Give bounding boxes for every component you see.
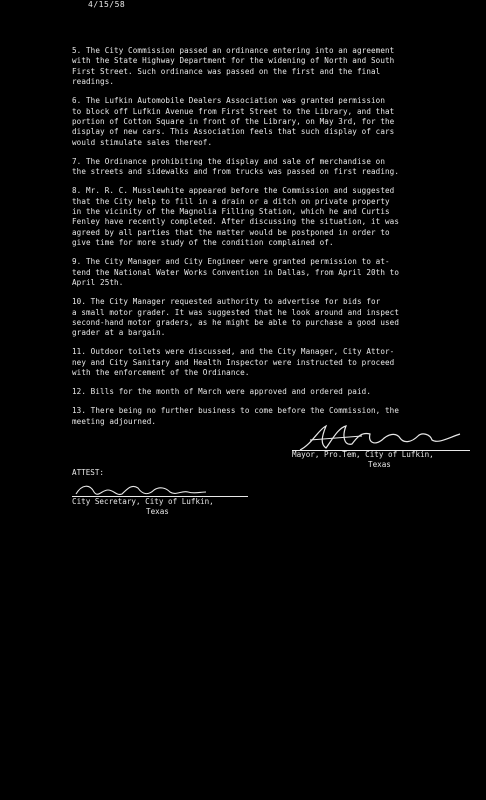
- minutes-item: 12. Bills for the month of March were approved and ordered paid.: [72, 387, 371, 397]
- minutes-item: 11. Outdoor toilets were discussed, and the City Manager, City Attor- ney and City Sanitary and Health Inspector were instructed to proceed with the enforcement of the Ordinance.: [72, 347, 395, 378]
- mayor-state: Texas: [368, 460, 391, 469]
- mayor-title: Mayor, Pro.Tem, City of Lufkin,: [292, 450, 434, 459]
- attest-label: ATTEST:: [72, 468, 105, 477]
- minutes-item: 5. The City Commission passed an ordinance entering into an agreement with the State Highway Department for the widening of North and South First Street. Such ordinance was passed on the first and the final readings.: [72, 46, 395, 87]
- minutes-item: 8. Mr. R. C. Musslewhite appeared before the Commission and suggested that the City help to fill in a drain or a ditch on private property in the vicinity of the Magnolia Filling Station, which he and Curtis Fenley have recently completed. After discussing the situation, it was agreed by all parties that the matter would be postponed in order to give time for more study of the condition complained of.: [72, 186, 400, 248]
- minutes-item: 13. There being no further business to come before the Commission, the meeting adjourned.: [72, 406, 400, 426]
- minutes-item: 6. The Lufkin Automobile Dealers Association was granted permission to block off Lufkin Avenue from First Street to the Library, and that portion of Cotton Square in front of the Library, on May 3rd, for the display of new cars. This Association feels that such display of cars would stimulate sales thereof.: [72, 96, 395, 147]
- secretary-state: Texas: [146, 507, 169, 516]
- document-date: 4/15/58: [88, 0, 126, 9]
- minutes-item: 7. The Ordinance prohibiting the display and sale of merchandise on the streets and sidewalks and from trucks was passed on first reading.: [72, 156, 400, 177]
- minutes-items: [72, 46, 477, 436]
- minutes-item: 10. The City Manager requested authority to advertise for bids for a small motor grader. It was suggested that he look around and inspect second-hand motor graders, as he might be able to purchase a good used grader at a bargain.: [72, 297, 400, 338]
- minutes-item: 9. The City Manager and City Engineer were granted permission to at- tend the National Water Works Convention in Dallas, from April 20th to April 25th.: [72, 257, 400, 288]
- secretary-title: City Secretary, City of Lufkin,: [72, 497, 214, 506]
